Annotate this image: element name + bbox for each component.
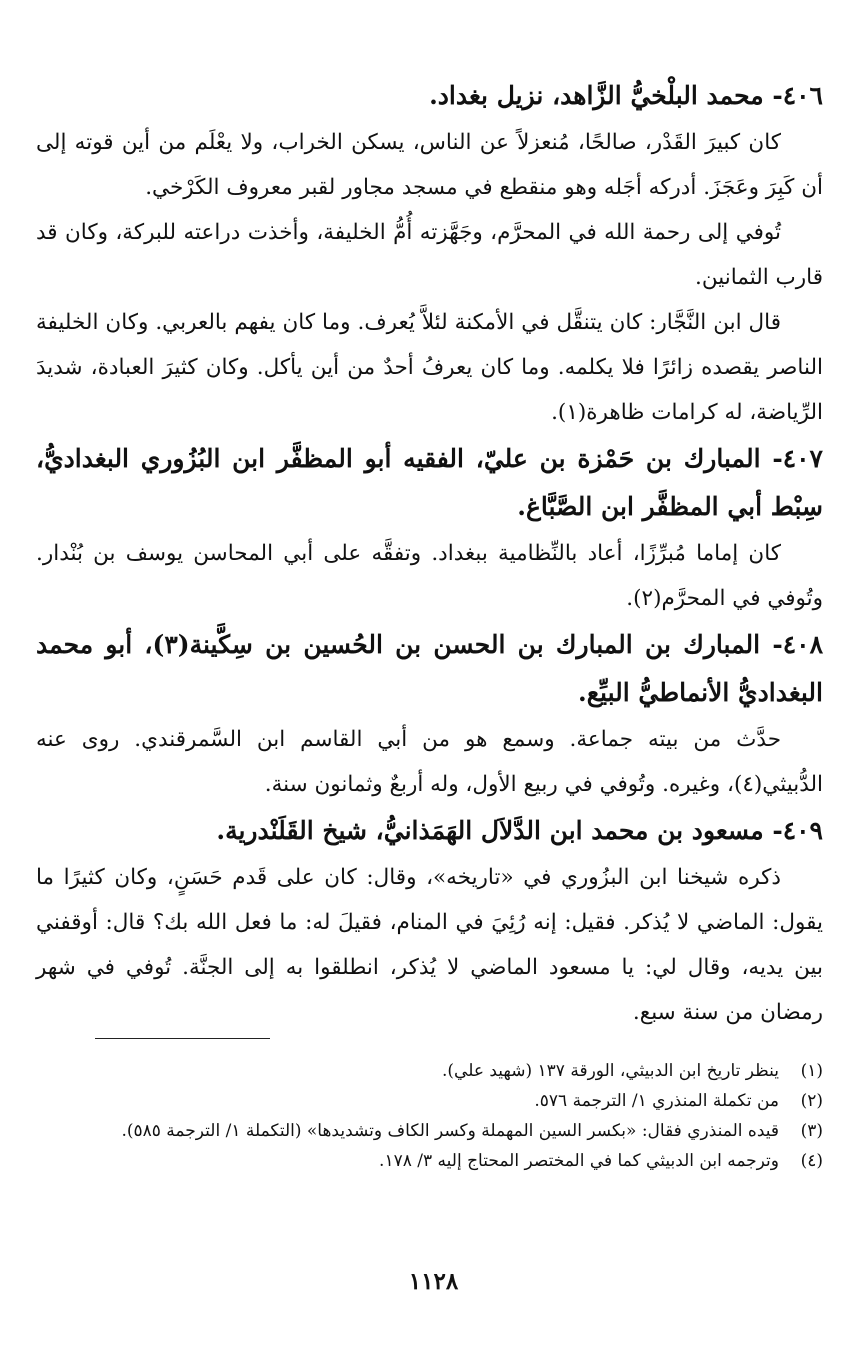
entry-paragraph: قال ابن النَّجَّار: كان يتنقَّل في الأمكنة لئلاَّ يُعرف. وما كان يفهم بالعربي. وكان الخليفة الناصر يقصده زائرًا فلا يكلمه. وما كان يعرفُ أحدٌ من أين يأكل. وكان كثيرَ العبادة، شديدَ الرِّياضة، له كرامات ظاهرة(١). (36, 310, 823, 425)
entry-paragraph: تُوفي إلى رحمة الله في المحرَّم، وجَهَّزته أُمُّ الخليفة، وأخذت دراعته للبركة، وكان قد قارب الثمانين. (36, 220, 823, 290)
footnote-number: (٤) (800, 1151, 823, 1171)
footnote (36, 1116, 823, 1146)
footnote-separator (95, 1038, 270, 1039)
footnote-number: (٢) (800, 1091, 823, 1111)
entry-paragraph: ذكره شيخنا ابن البزُوري في «تاريخه»، وقال: كان على قَدم حَسَنٍ، وكان كثيرًا ما يقول: الماضي لا يُذكر. فقيل: إنه رُئِيَ في المنام، فقيلَ له: ما فعل الله بك؟ قال: أوقفني بين يديه، وقال لي: يا مسعود الماضي لا يُذكر، انطلقوا به إلى الجنَّة. تُوفي في شهر رمضان من سنة سبع. (36, 865, 823, 1025)
footnote (36, 1146, 823, 1176)
footnote (36, 1086, 823, 1116)
footnote-number: (٣) (800, 1121, 823, 1141)
footnote-text: ينظر تاريخ ابن الدبيثي، الورقة ١٣٧ (شهيد علي). (441, 1061, 779, 1081)
entry-paragraph: حدَّث من بيته جماعة. وسمع هو من أبي القاسم ابن السَّمرقندي. روى عنه الدُّبيثي(٤)، وغيره. وتُوفي في ربيع الأول، وله أربعٌ وثمانون سنة. (36, 727, 823, 797)
entry-heading: ٤٠٩- مسعود بن محمد ابن الدَّلاَل الهَمَذانيُّ، شيخ القَلَنْدرية. (216, 816, 823, 845)
entry-407 (36, 435, 823, 621)
footnote-text: قيده المنذري فقال: «بكسر السين المهملة وكسر الكاف وتشديدها» (التكملة ١/ الترجمة ٥٨٥). (121, 1121, 779, 1141)
page-number: ١١٢٨ (408, 1268, 459, 1295)
footnotes (36, 1056, 823, 1176)
entry-heading: ٤٠٧- المبارك بن حَمْزة بن عليّ، الفقيه أبو المظفَّر ابن البُزُوري البغداديُّ، سِبْط أبي المظفَّر ابن الصَّبَّاغ. (36, 444, 823, 521)
footnote-text: من تكملة المنذري ١/ الترجمة ٥٧٦. (534, 1091, 779, 1111)
entry-409 (36, 807, 823, 1035)
footnote-text: وترجمه ابن الدبيثي كما في المختصر المحتاج إليه ٣/ ١٧٨. (379, 1151, 779, 1171)
entry-paragraph: كان كبيرَ القَدْر، صالحًا، مُنعزلاً عن الناس، يسكن الخراب، ولا يعْلَم من أين قوته إلى أن كَبِرَ وعَجَزَ. أدركه أجَله وهو منقطع في مسجد مجاور لقبر معروف الكَرْخي. (36, 130, 823, 200)
entry-heading: ٤٠٨- المبارك بن المبارك بن الحسن بن الحُسين بن سِكَّينة(٣)، أبو محمد البغداديُّ الأنماطيُّ البيِّع. (36, 630, 824, 707)
footnote-number: (١) (800, 1061, 823, 1081)
entry-408 (36, 621, 823, 807)
entry-paragraph: كان إماما مُبرِّزًا، أعاد بالنِّظامية ببغداد. وتفقَّه على أبي المحاسن يوسف بن بُنْدار. وتُوفي في المحرَّم(٢). (36, 541, 823, 611)
entry-406 (36, 72, 823, 435)
entry-heading: ٤٠٦- محمد البلْخيُّ الزَّاهد، نزيل بغداد. (429, 81, 823, 110)
main-text (36, 72, 823, 1035)
footnote (36, 1056, 823, 1086)
